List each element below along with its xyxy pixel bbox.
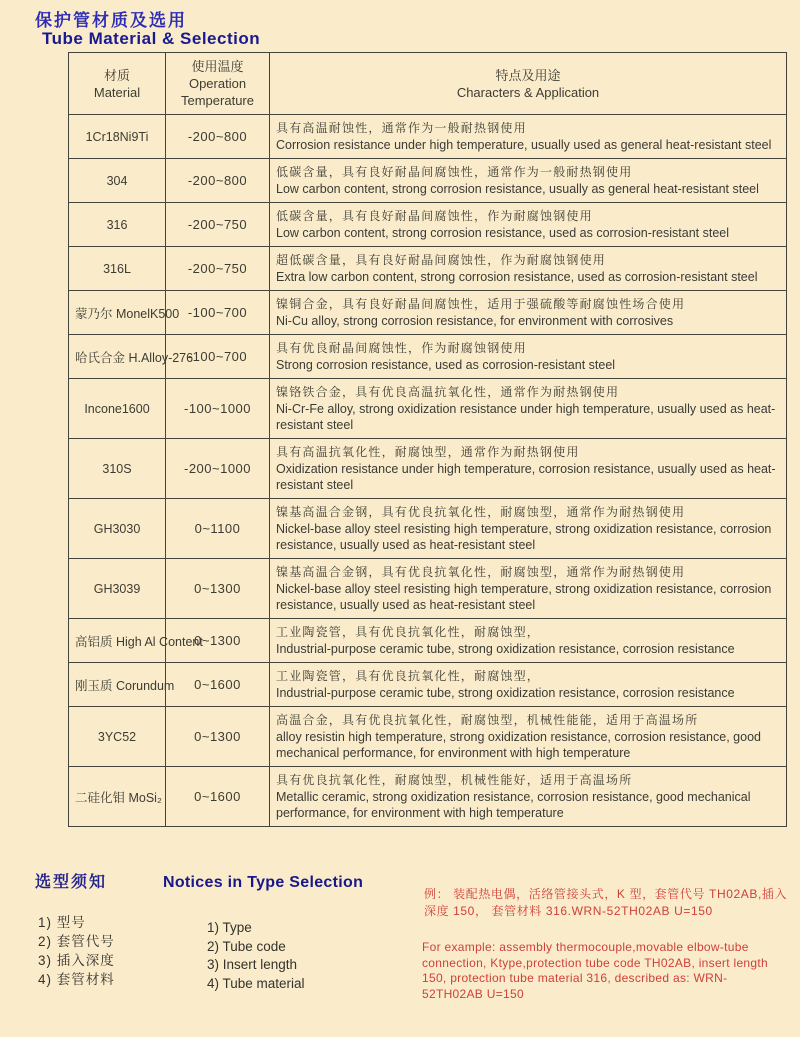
description-zh: 工业陶瓷管，具有优良抗氧化性，耐腐蚀型， [276, 625, 541, 639]
description-en: Strong corrosion resistance, used as corrosion-resistant steel [276, 358, 616, 372]
table-row [69, 663, 787, 707]
description-en: Oxidization resistance under high temperature, corrosion resistance, usually used as heat-resistant steel [276, 462, 776, 492]
description-zh: 具有高温耐蚀性，通常作为一般耐热钢使用 [276, 121, 527, 135]
header-material-zh: 材质 [103, 67, 130, 83]
description-en: Nickel-base alloy steel resisting high temperature, strong oxidization resistance, corrosion resistance, usually used as heat-resistant steel [276, 582, 772, 612]
description-cell [270, 115, 787, 159]
material-cell: 316L [69, 247, 166, 291]
notice-item-en: 3) Insert length [207, 957, 298, 972]
temperature-cell: -100~700 [166, 335, 270, 379]
description-zh: 镍基高温合金钢，具有优良抗氧化性，耐腐蚀型，通常作为耐热钢使用 [276, 565, 686, 579]
description-en: Low carbon content, strong corrosion resistance, used as corrosion-resistant steel [276, 226, 730, 240]
table-row [69, 559, 787, 619]
temperature-cell: 0~1600 [166, 767, 270, 827]
header-temperature-en-line2: Temperature [181, 93, 254, 108]
table-header [69, 53, 787, 115]
temperature-cell: -200~800 [166, 115, 270, 159]
description-cell [270, 559, 787, 619]
header-temperature [166, 53, 270, 115]
example-text-zh: 例： 装配热电偶，活络管接头式，K 型，套管代号 TH02AB,插入深度 150， 套管材料 316.WRN-52TH02AB U=150 [424, 887, 788, 918]
table-row [69, 335, 787, 379]
description-en: alloy resistin high temperature, strong oxidization resistance, corrosion resistance, good mechanical performance, for environment with high temperature [276, 730, 761, 760]
description-en: Industrial-purpose ceramic tube, strong oxidization resistance, corrosion resistance [276, 686, 735, 700]
header-features-en: Characters & Application [456, 84, 600, 100]
table-row [69, 439, 787, 499]
temperature-cell: -200~1000 [166, 439, 270, 499]
material-cell: Incone1600 [69, 379, 166, 439]
temperature-cell: 0~1100 [166, 499, 270, 559]
table-row [69, 499, 787, 559]
temperature-cell: -200~750 [166, 203, 270, 247]
notice-item-en: 1) Type [207, 920, 252, 935]
description-cell [270, 247, 787, 291]
page-title-en: Tube Material & Selection [42, 29, 261, 48]
material-cell: 304 [69, 159, 166, 203]
description-en: Industrial-purpose ceramic tube, strong oxidization resistance, corrosion resistance [276, 642, 735, 656]
description-cell [270, 379, 787, 439]
temperature-cell: 0~1600 [166, 663, 270, 707]
description-en: Ni-Cr-Fe alloy, strong oxidization resistance under high temperature, usually used as heat-resistant steel [276, 402, 776, 432]
material-cell: 刚玉质 Corundum [69, 663, 166, 707]
description-zh: 高温合金，具有优良抗氧化性，耐腐蚀型，机械性能能，适用于高温场所 [276, 713, 699, 727]
description-zh: 镍铜合金，具有良好耐晶间腐蚀性，适用于强硫酸等耐腐蚀性场合使用 [276, 297, 686, 311]
description-cell [270, 335, 787, 379]
table-row [69, 707, 787, 767]
description-zh: 低碳含量，具有良好耐晶间腐蚀性，通常作为一般耐热钢使用 [276, 165, 633, 179]
notice-list-en [207, 919, 305, 993]
description-en: Extra low carbon content, strong corrosion resistance, used as corrosion-resistant steel [276, 270, 758, 284]
header-material [69, 53, 166, 115]
material-cell: 二硅化钼 MoSi₂ [69, 767, 166, 827]
header-material-en: Material [93, 84, 141, 100]
description-cell [270, 663, 787, 707]
description-cell [270, 439, 787, 499]
material-cell: 3YC52 [69, 707, 166, 767]
material-cell: 哈氏合金 H.Alloy-276 [69, 335, 166, 379]
description-zh: 低碳含量，具有良好耐晶间腐蚀性，作为耐腐蚀钢使用 [276, 209, 593, 223]
example-text-en: For example: assembly thermocouple,movable elbow-tube connection, Ktype,protection tube code TH02AB, insert length 150, protection tube material 316, described as: WRN-52TH02AB U=150 [422, 940, 768, 1001]
temperature-cell: 0~1300 [166, 619, 270, 663]
description-en: Ni-Cu alloy, strong corrosion resistance, for environment with corrosives [276, 314, 674, 328]
table-row [69, 619, 787, 663]
description-cell [270, 159, 787, 203]
temperature-cell: -100~1000 [166, 379, 270, 439]
header-temperature-zh: 使用温度 [191, 59, 244, 74]
description-en: Metallic ceramic, strong oxidization resistance, corrosion resistance, good mechanical performance, for environment with high temperature [276, 790, 751, 820]
material-cell: 高铝质 High Al Content [69, 619, 166, 663]
table-body [69, 115, 787, 827]
description-cell [270, 499, 787, 559]
header-features-zh: 特点及用途 [495, 67, 561, 83]
description-cell [270, 291, 787, 335]
page-title-zh: 保护管材质及选用 [35, 11, 187, 30]
description-zh: 镍基高温合金钢，具有优良抗氧化性，耐腐蚀型，通常作为耐热钢使用 [276, 505, 686, 519]
table-row [69, 203, 787, 247]
notice-item-zh: 4) 套管材料 [38, 972, 115, 987]
description-zh: 具有优良抗氧化性，耐腐蚀型，机械性能好，适用于高温场所 [276, 773, 633, 787]
table-row [69, 291, 787, 335]
description-zh: 具有优良耐晶间腐蚀性，作为耐腐蚀钢使用 [276, 341, 527, 355]
description-cell [270, 707, 787, 767]
description-cell [270, 203, 787, 247]
notice-item-zh: 3) 插入深度 [38, 953, 115, 968]
temperature-cell: -200~750 [166, 247, 270, 291]
material-cell: GH3039 [69, 559, 166, 619]
notice-item-zh: 2) 套管代号 [38, 934, 115, 949]
notice-item-en: 2) Tube code [207, 938, 286, 954]
description-cell [270, 767, 787, 827]
notices-title-zh: 选型须知 [35, 874, 108, 891]
temperature-cell: 0~1300 [166, 707, 270, 767]
notice-list-zh [38, 913, 115, 989]
description-cell [270, 619, 787, 663]
header-temperature-en-line1: Operation [188, 76, 247, 91]
description-zh: 具有高温抗氧化性，耐腐蚀型，通常作为耐热钢使用 [276, 445, 580, 459]
material-cell: 310S [69, 439, 166, 499]
notice-item-zh: 1) 型号 [38, 915, 86, 930]
table-row [69, 159, 787, 203]
temperature-cell: 0~1300 [166, 559, 270, 619]
table-row [69, 379, 787, 439]
material-cell: 316 [69, 203, 166, 247]
table-row [69, 247, 787, 291]
description-en: Low carbon content, strong corrosion resistance, usually as general heat-resistant steel [276, 182, 759, 196]
temperature-cell: -200~800 [166, 159, 270, 203]
material-cell: GH3030 [69, 499, 166, 559]
table-row [69, 767, 787, 827]
material-cell: 1Cr18Ni9Ti [69, 115, 166, 159]
temperature-cell: -100~700 [166, 291, 270, 335]
description-zh: 超低碳含量，具有良好耐晶间腐蚀性，作为耐腐蚀钢使用 [276, 253, 607, 267]
notices-title-en: Notices in Type Selection [163, 874, 364, 891]
description-zh: 工业陶瓷管，具有优良抗氧化性，耐腐蚀型， [276, 669, 541, 683]
material-cell: 蒙乃尔 MonelK500 [69, 291, 166, 335]
description-zh: 镍铬铁合金，具有优良高温抗氧化性，通常作为耐热钢使用 [276, 385, 620, 399]
header-features [270, 53, 787, 115]
description-en: Nickel-base alloy steel resisting high temperature, strong oxidization resistance, corrosion resistance, usually used as heat-resistant steel [276, 522, 772, 552]
table-row [69, 115, 787, 159]
description-en: Corrosion resistance under high temperature, usually used as general heat-resistant steel [276, 138, 772, 152]
material-table [68, 52, 787, 827]
notice-item-en: 4) Tube material [207, 975, 305, 991]
